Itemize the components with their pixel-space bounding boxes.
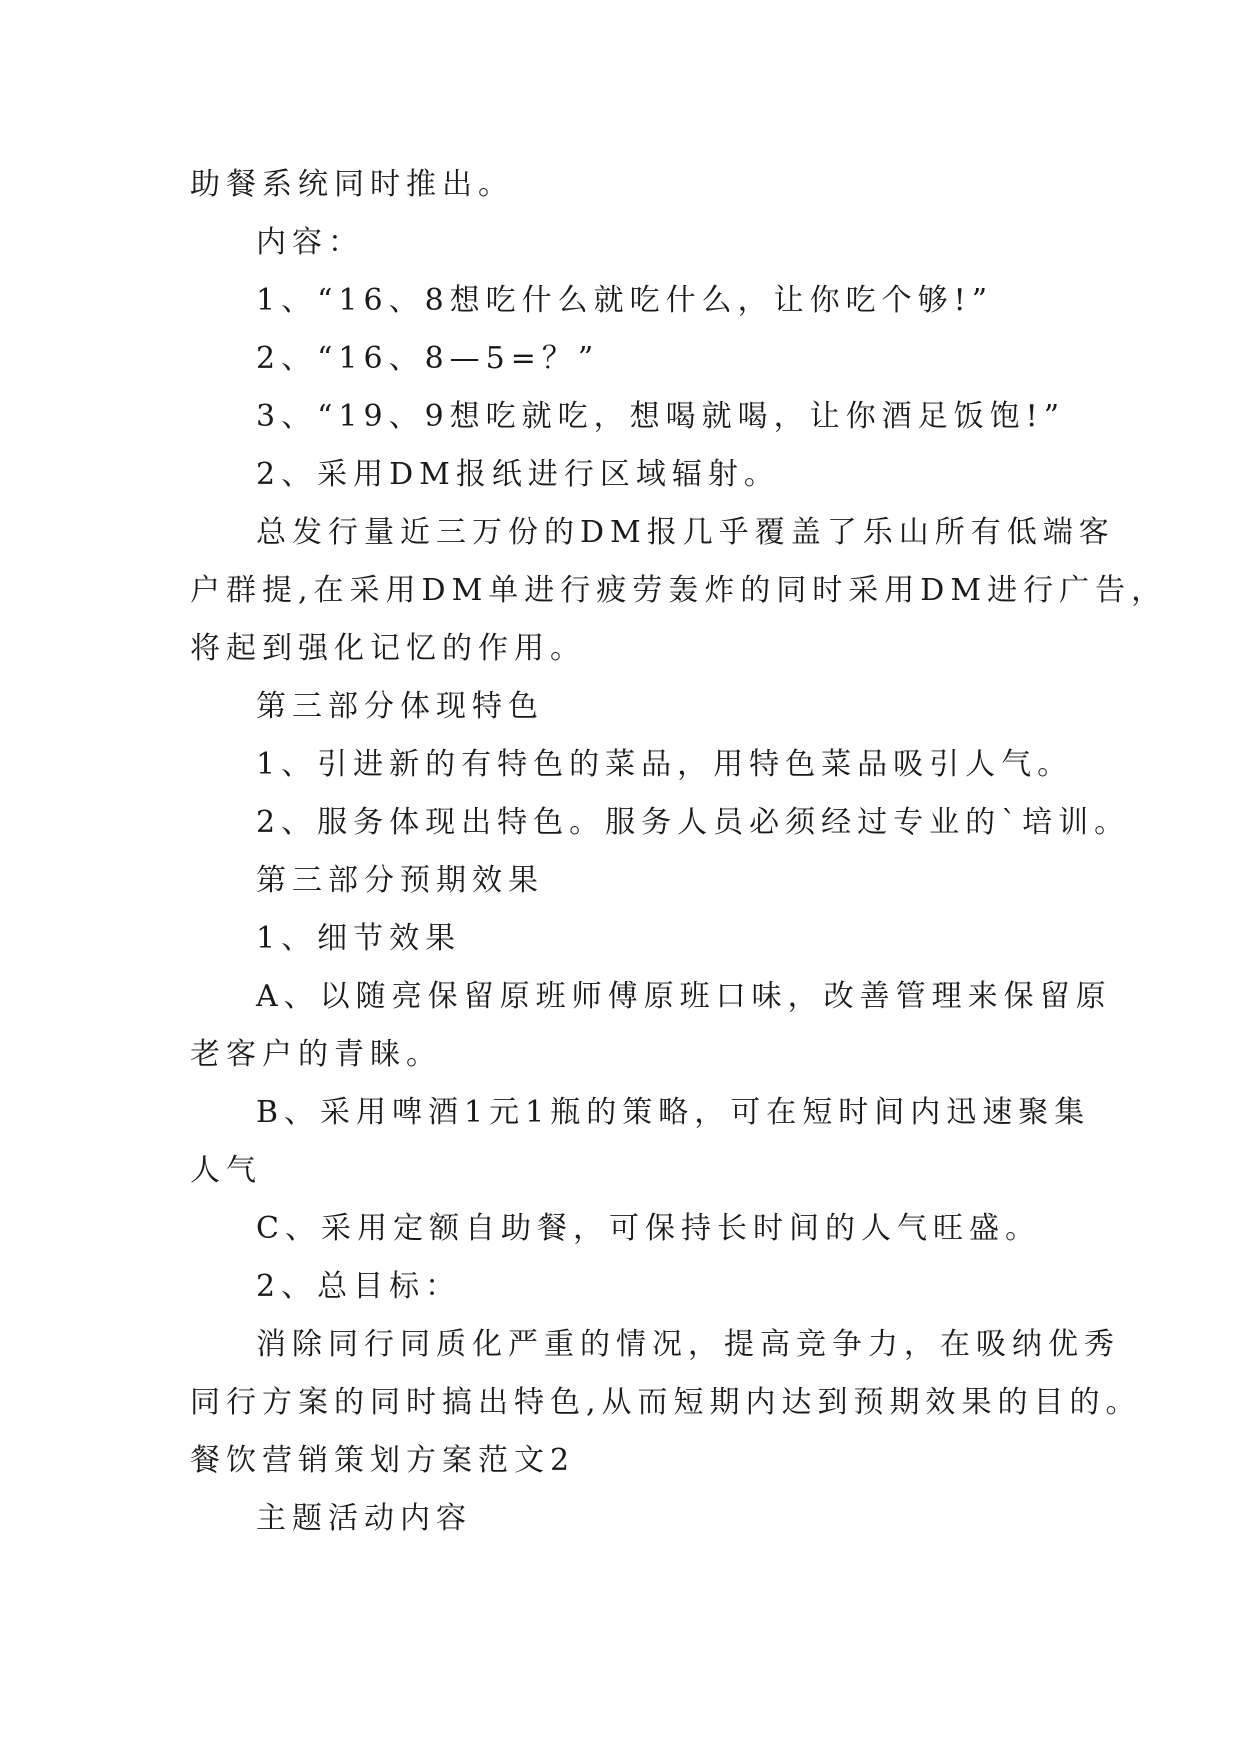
text-line: 2、服务体现出特色。服务人员必须经过专业的`培训。 xyxy=(256,805,1131,840)
section-heading: 第三部分体现特色 xyxy=(256,689,544,724)
text-line: 2、采用DM报纸进行区域辐射。 xyxy=(256,457,780,492)
text-line: 1、细节效果 xyxy=(256,921,462,956)
text-line: 老客户的青睐。 xyxy=(190,1037,442,1072)
text-line: 3、“19、9想吃就吃，想喝就喝，让你酒足饭饱!” xyxy=(256,399,1066,434)
document-title: 餐饮营销策划方案范文2 xyxy=(190,1443,576,1478)
text-line: 消除同行同质化严重的情况，提高竞争力，在吸纳优秀 xyxy=(256,1327,1120,1362)
text-line: 人气 xyxy=(190,1153,262,1188)
text-line: 助餐系统同时推出。 xyxy=(190,167,514,202)
text-line: 1、“16、8想吃什么就吃什么，让你吃个够!” xyxy=(256,283,994,318)
text-line: 2、总目标： xyxy=(256,1269,462,1304)
text-line: 将起到强化记忆的作用。 xyxy=(190,631,586,666)
text-line: 户群提,在采用DM单进行疲劳轰炸的同时采用DM进行广告， xyxy=(190,573,1168,608)
section-heading: 主题活动内容 xyxy=(256,1501,472,1536)
text-line: 1、引进新的有特色的菜品，用特色菜品吸引人气。 xyxy=(256,747,1074,782)
text-line: A、以随亮保留原班师傅原班口味，改善管理来保留原 xyxy=(256,979,1112,1014)
text-line: 同行方案的同时搞出特色,从而短期内达到预期效果的目的。 xyxy=(190,1385,1142,1420)
text-line: 内容： xyxy=(256,225,364,260)
text-line: B、采用啤酒1元1瓶的策略，可在短时间内迅速聚集 xyxy=(256,1095,1091,1130)
section-heading: 第三部分预期效果 xyxy=(256,863,544,898)
text-line: C、采用定额自助餐，可保持长时间的人气旺盛。 xyxy=(256,1211,1041,1246)
text-line: 总发行量近三万份的DM报几乎覆盖了乐山所有低端客 xyxy=(256,515,1115,550)
text-line: 2、“16、8—5=？” xyxy=(256,341,600,376)
